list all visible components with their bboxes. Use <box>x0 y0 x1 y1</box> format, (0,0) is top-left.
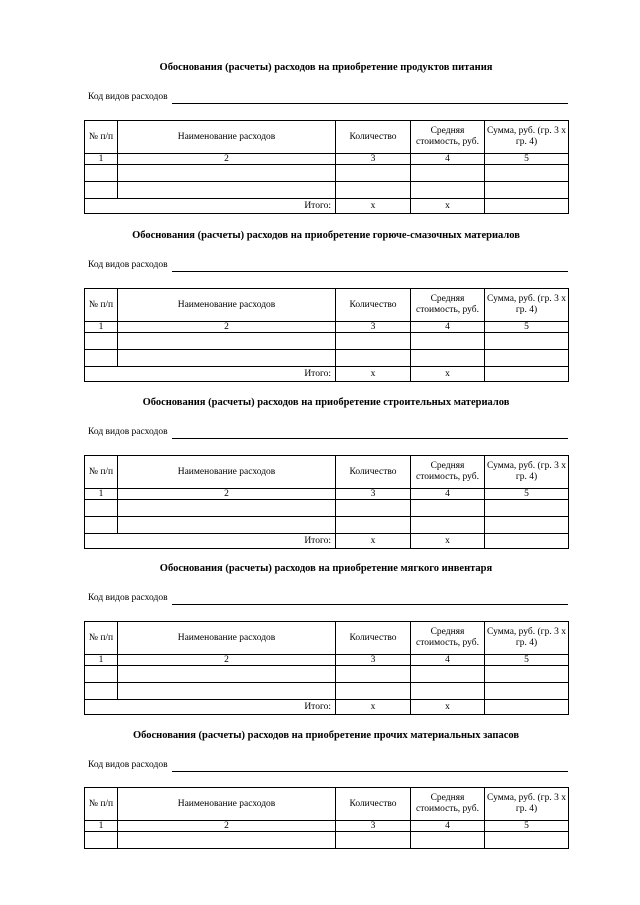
table-cell[interactable] <box>485 182 569 199</box>
total-average-cost: х <box>411 199 485 214</box>
column-number: 5 <box>485 489 569 500</box>
table-row <box>85 832 569 849</box>
table-cell[interactable] <box>118 350 336 367</box>
section-title: Обоснования (расчеты) расходов на приобретение мягкого инвентаря <box>159 563 493 574</box>
column-number: 3 <box>336 489 411 500</box>
table-cell[interactable] <box>411 165 485 182</box>
table-cell[interactable] <box>118 333 336 350</box>
header-average-cost: Средняя стоимость, руб. <box>411 289 485 322</box>
total-row <box>85 199 569 214</box>
section-title: Обоснования (расчеты) расходов на приобретение продуктов питания <box>159 62 493 73</box>
expense-code-label: Код видов расходов <box>88 593 168 603</box>
header-quantity: Количество <box>336 622 411 655</box>
table-cell[interactable] <box>118 666 336 683</box>
table-header-row <box>85 121 569 154</box>
table-cell[interactable] <box>336 832 411 849</box>
header-average-cost: Средняя стоимость, руб. <box>411 788 485 821</box>
total-label: Итого: <box>85 367 336 382</box>
table-cell[interactable] <box>85 333 118 350</box>
column-number: 1 <box>85 489 118 500</box>
table-cell[interactable] <box>118 832 336 849</box>
table-cell[interactable] <box>85 500 118 517</box>
column-number-row <box>85 489 569 500</box>
table-header-row <box>85 622 569 655</box>
table-cell[interactable] <box>336 517 411 534</box>
header-number: № п/п <box>85 456 118 489</box>
header-number: № п/п <box>85 121 118 154</box>
header-quantity: Количество <box>336 788 411 821</box>
total-average-cost: х <box>411 534 485 549</box>
table-row <box>85 517 569 534</box>
expense-code-row <box>84 92 568 106</box>
column-number: 2 <box>118 322 336 333</box>
section-title: Обоснования (расчеты) расходов на приобретение прочих материальных запасов <box>132 730 520 741</box>
column-number: 5 <box>485 655 569 666</box>
table-cell[interactable] <box>336 500 411 517</box>
table-cell[interactable] <box>485 500 569 517</box>
total-quantity: х <box>336 700 411 715</box>
total-average-cost: х <box>411 700 485 715</box>
header-average-cost: Средняя стоимость, руб. <box>411 456 485 489</box>
table-cell[interactable] <box>336 683 411 700</box>
table-header-row <box>85 788 569 821</box>
column-number: 4 <box>411 821 485 832</box>
total-quantity: х <box>336 199 411 214</box>
table-cell[interactable] <box>411 500 485 517</box>
table-cell[interactable] <box>485 333 569 350</box>
section-title: Обоснования (расчеты) расходов на приобретение горюче-смазочных материалов <box>132 230 520 241</box>
column-number: 2 <box>118 655 336 666</box>
header-sum: Сумма, руб. (гр. 3 х гр. 4) <box>485 788 569 821</box>
table-cell[interactable] <box>118 165 336 182</box>
column-number: 5 <box>485 322 569 333</box>
header-sum: Сумма, руб. (гр. 3 х гр. 4) <box>485 289 569 322</box>
header-sum: Сумма, руб. (гр. 3 х гр. 4) <box>485 121 569 154</box>
table-row <box>85 333 569 350</box>
header-name: Наименование расходов <box>118 788 336 821</box>
expense-code-label: Код видов расходов <box>88 92 168 102</box>
column-number: 1 <box>85 655 118 666</box>
table-cell[interactable] <box>85 832 118 849</box>
table-cell[interactable] <box>485 683 569 700</box>
expense-code-row <box>84 760 568 774</box>
header-quantity: Количество <box>336 289 411 322</box>
column-number: 3 <box>336 154 411 165</box>
table-cell[interactable] <box>485 350 569 367</box>
header-average-cost: Средняя стоимость, руб. <box>411 622 485 655</box>
header-number: № п/п <box>85 622 118 655</box>
table-cell[interactable] <box>336 165 411 182</box>
table-cell[interactable] <box>85 350 118 367</box>
total-sum[interactable] <box>485 700 569 715</box>
total-sum[interactable] <box>485 534 569 549</box>
total-row <box>85 534 569 549</box>
total-sum[interactable] <box>485 367 569 382</box>
table-cell[interactable] <box>118 517 336 534</box>
table-cell[interactable] <box>118 500 336 517</box>
table-row <box>85 350 569 367</box>
table-row <box>85 666 569 683</box>
expense-code-label: Код видов расходов <box>88 427 168 437</box>
expense-table <box>84 787 569 849</box>
table-cell[interactable] <box>336 182 411 199</box>
header-number: № п/п <box>85 788 118 821</box>
expense-code-field[interactable] <box>172 604 568 605</box>
column-number: 1 <box>85 322 118 333</box>
header-number: № п/п <box>85 289 118 322</box>
expense-table <box>84 621 569 715</box>
column-number: 3 <box>336 322 411 333</box>
table-cell[interactable] <box>411 832 485 849</box>
table-cell[interactable] <box>85 666 118 683</box>
table-row <box>85 165 569 182</box>
total-sum[interactable] <box>485 199 569 214</box>
header-quantity: Количество <box>336 121 411 154</box>
table-cell[interactable] <box>411 517 485 534</box>
total-row <box>85 700 569 715</box>
column-number-row <box>85 655 569 666</box>
total-label: Итого: <box>85 534 336 549</box>
expense-code-field[interactable] <box>172 771 568 772</box>
table-cell[interactable] <box>485 165 569 182</box>
header-name: Наименование расходов <box>118 121 336 154</box>
expense-code-field[interactable] <box>172 103 568 104</box>
column-number: 4 <box>411 655 485 666</box>
expense-code-field[interactable] <box>172 438 568 439</box>
table-cell[interactable] <box>411 333 485 350</box>
table-cell[interactable] <box>411 350 485 367</box>
column-number-row <box>85 154 569 165</box>
total-label: Итого: <box>85 700 336 715</box>
table-cell[interactable] <box>411 683 485 700</box>
column-number: 1 <box>85 154 118 165</box>
table-cell[interactable] <box>118 683 336 700</box>
column-number: 4 <box>411 489 485 500</box>
header-sum: Сумма, руб. (гр. 3 х гр. 4) <box>485 622 569 655</box>
header-name: Наименование расходов <box>118 456 336 489</box>
expense-code-row <box>84 593 568 607</box>
expense-table <box>84 120 569 214</box>
table-cell[interactable] <box>411 182 485 199</box>
expense-code-label: Код видов расходов <box>88 760 168 770</box>
column-number: 3 <box>336 821 411 832</box>
header-average-cost: Средняя стоимость, руб. <box>411 121 485 154</box>
table-cell[interactable] <box>336 333 411 350</box>
header-sum: Сумма, руб. (гр. 3 х гр. 4) <box>485 456 569 489</box>
header-quantity: Количество <box>336 456 411 489</box>
table-row <box>85 683 569 700</box>
table-cell[interactable] <box>336 350 411 367</box>
total-label: Итого: <box>85 199 336 214</box>
expense-code-row <box>84 427 568 441</box>
table-cell[interactable] <box>85 182 118 199</box>
header-name: Наименование расходов <box>118 289 336 322</box>
table-row <box>85 182 569 199</box>
column-number: 2 <box>118 821 336 832</box>
total-row <box>85 367 569 382</box>
expense-code-row <box>84 260 568 274</box>
column-number: 2 <box>118 489 336 500</box>
expense-code-label: Код видов расходов <box>88 260 168 270</box>
table-cell[interactable] <box>485 832 569 849</box>
section-title: Обоснования (расчеты) расходов на приобретение строительных материалов <box>142 397 510 408</box>
table-header-row <box>85 289 569 322</box>
total-quantity: х <box>336 534 411 549</box>
table-row <box>85 500 569 517</box>
table-cell[interactable] <box>85 517 118 534</box>
expense-table <box>84 288 569 382</box>
column-number: 2 <box>118 154 336 165</box>
column-number-row <box>85 821 569 832</box>
expense-code-field[interactable] <box>172 271 568 272</box>
column-number: 5 <box>485 821 569 832</box>
column-number: 4 <box>411 154 485 165</box>
table-cell[interactable] <box>485 666 569 683</box>
table-cell[interactable] <box>118 182 336 199</box>
table-cell[interactable] <box>85 165 118 182</box>
total-quantity: х <box>336 367 411 382</box>
table-cell[interactable] <box>485 517 569 534</box>
table-cell[interactable] <box>336 666 411 683</box>
header-name: Наименование расходов <box>118 622 336 655</box>
table-cell[interactable] <box>85 683 118 700</box>
column-number: 3 <box>336 655 411 666</box>
expense-table <box>84 455 569 549</box>
table-cell[interactable] <box>411 666 485 683</box>
total-average-cost: х <box>411 367 485 382</box>
column-number: 1 <box>85 821 118 832</box>
column-number-row <box>85 322 569 333</box>
column-number: 4 <box>411 322 485 333</box>
table-header-row <box>85 456 569 489</box>
column-number: 5 <box>485 154 569 165</box>
